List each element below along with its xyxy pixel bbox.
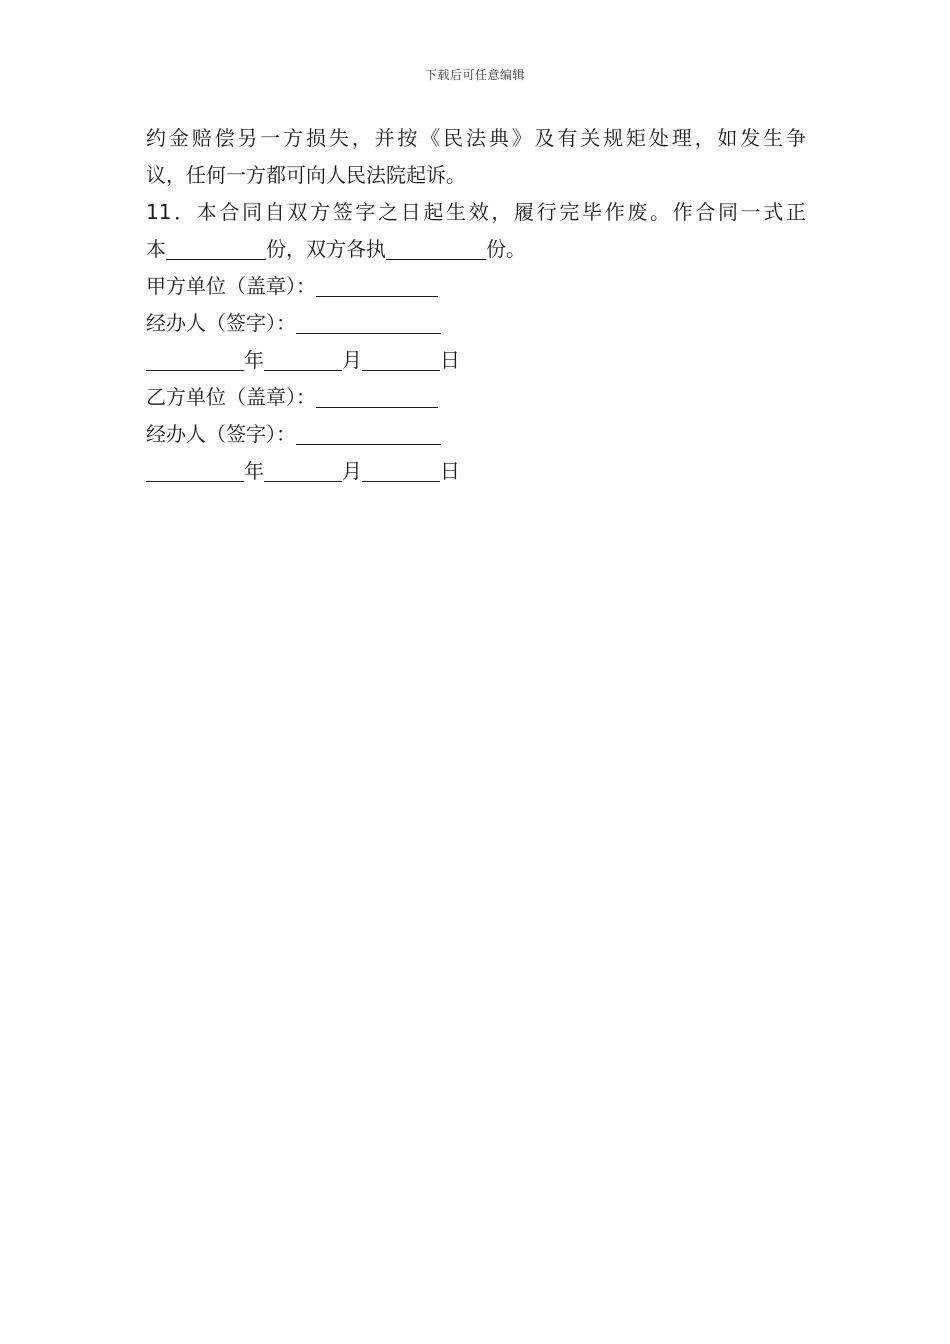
year-label: 年 [244,459,264,483]
party-b-unit-label: 乙方单位（盖章）： [146,385,316,409]
party-a-agent-label: 经办人（签字）： [146,311,296,335]
party-b-day-blank[interactable] [362,457,440,482]
party-b-agent-blank[interactable] [296,420,441,445]
party-b-agent-label: 经办人（签字）： [146,422,296,446]
paragraph-line: 约金赔偿另一方损失，并按《民法典》及有关规矩处理，如发生争 [146,126,806,150]
each-party-copies-blank[interactable] [386,235,486,260]
clause-11-copies-line [146,231,806,268]
document-body [146,120,806,490]
day-label: 日 [440,459,460,483]
party-b-unit-blank[interactable] [316,383,438,408]
party-a-year-blank[interactable] [146,346,244,371]
copies-suffix: 份。 [486,237,526,261]
header-note: 下载后可任意编辑 [424,68,525,82]
paragraph-line: 议，任何一方都可向人民法院起诉。 [146,163,466,187]
total-copies-blank[interactable] [166,235,266,260]
party-a-date-line [146,342,806,379]
month-label: 月 [342,348,362,372]
clause-11-line: 11．本合同自双方签字之日起生效，履行完毕作废。作合同一式正 [146,200,806,224]
party-b-year-blank[interactable] [146,457,244,482]
party-b-unit-line [146,379,806,416]
party-b-agent-line [146,416,806,453]
party-a-agent-line [146,305,806,342]
party-a-unit-blank[interactable] [316,272,438,297]
party-a-agent-blank[interactable] [296,309,441,334]
party-b-month-blank[interactable] [264,457,342,482]
day-label: 日 [440,348,460,372]
copies-prefix: 本 [146,237,166,261]
party-a-unit-label: 甲方单位（盖章）： [146,274,316,298]
copies-middle: 份，双方各执 [266,237,386,261]
year-label: 年 [244,348,264,372]
party-a-unit-line [146,268,806,305]
party-a-month-blank[interactable] [264,346,342,371]
month-label: 月 [342,459,362,483]
party-b-date-line [146,453,806,490]
party-a-day-blank[interactable] [362,346,440,371]
